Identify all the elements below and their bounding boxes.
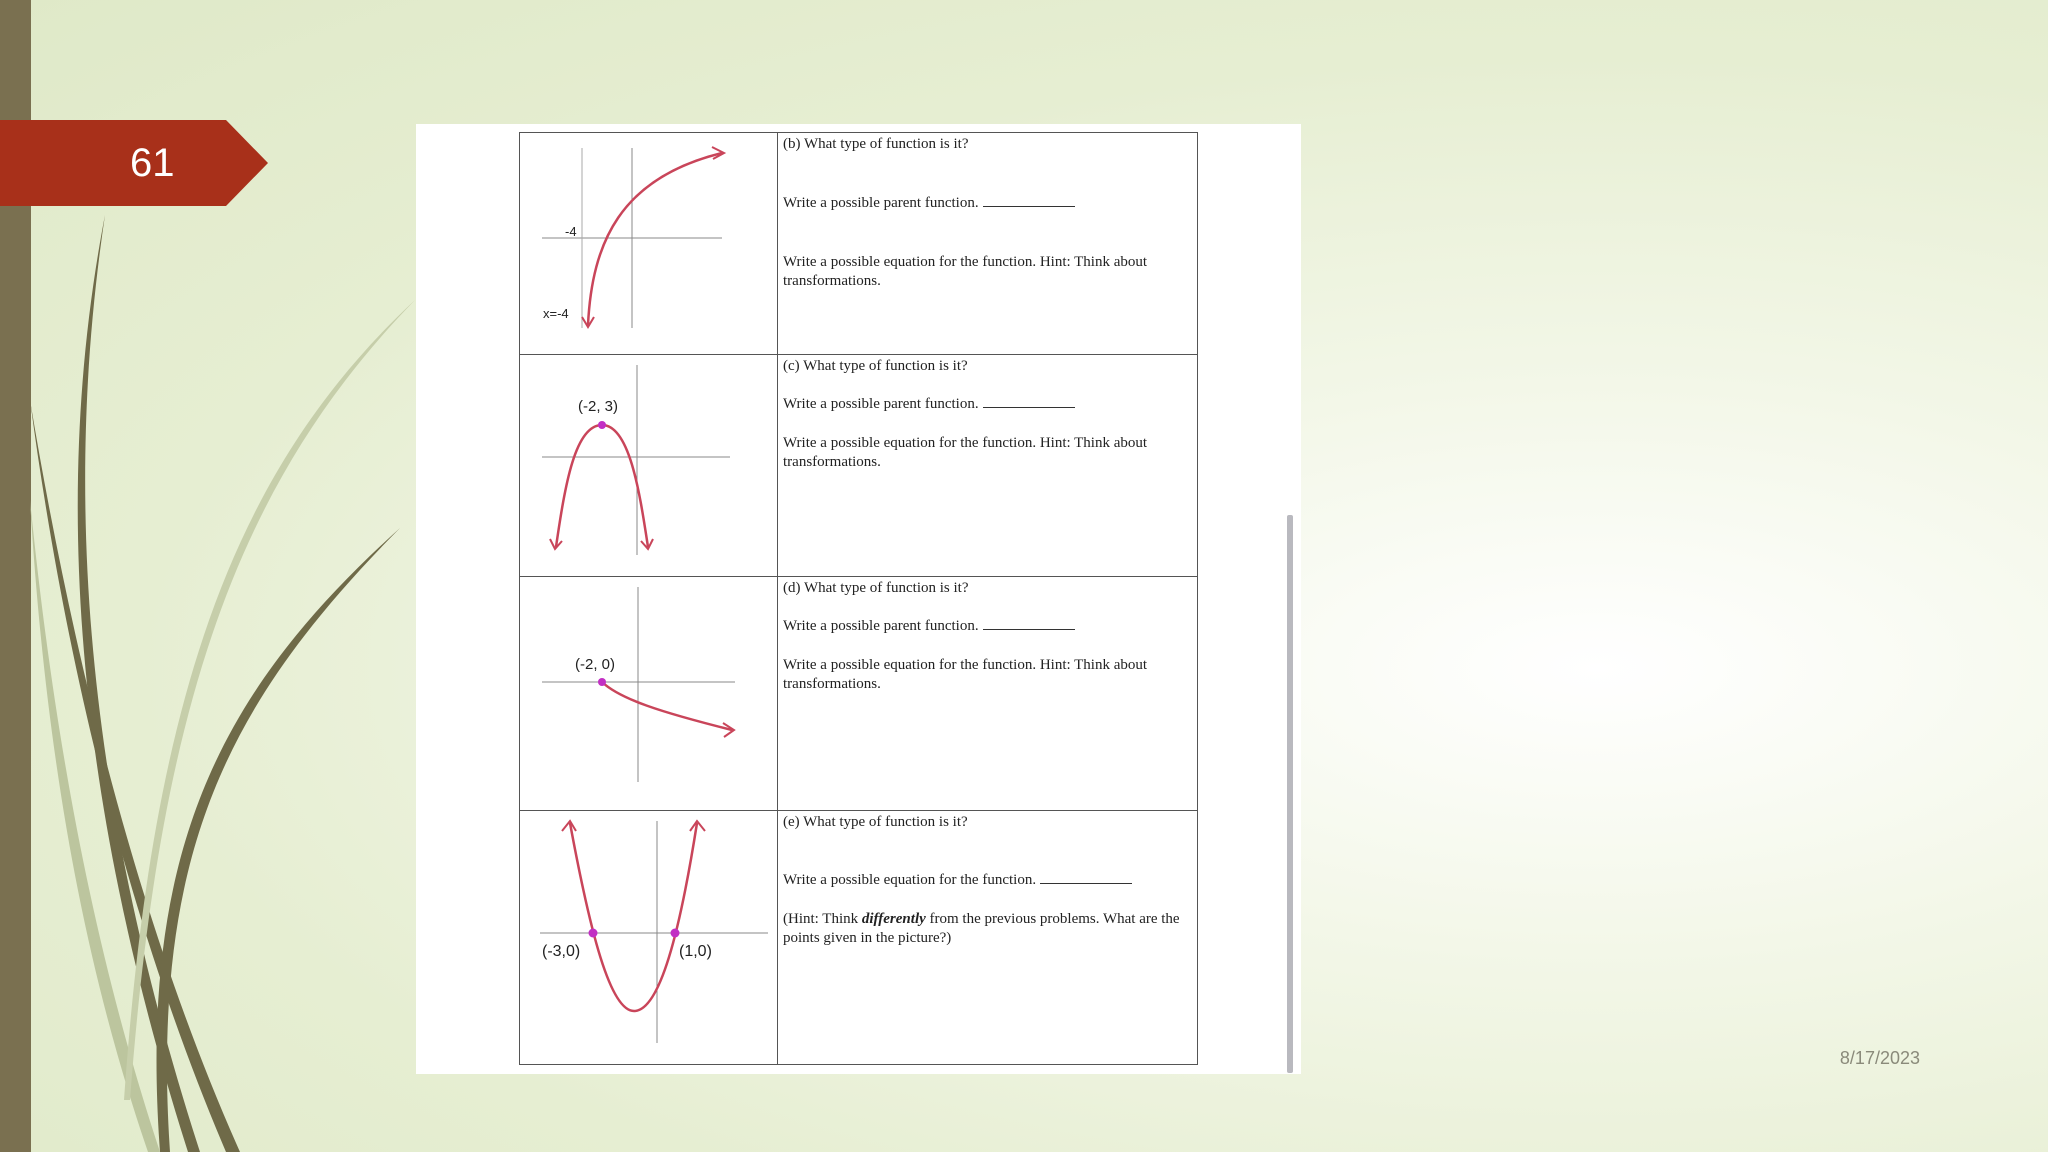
- table-row: [520, 577, 1197, 811]
- graph-upward-parabola: [520, 811, 778, 1064]
- start-point-label: (-2, 0): [575, 656, 616, 673]
- asymptote-label: x=-4: [543, 306, 569, 321]
- y-mark-label: -4: [565, 224, 577, 239]
- table-row: [520, 811, 1197, 1064]
- worksheet-image: [416, 124, 1301, 1074]
- type-question: (b) What type of function is it?: [783, 136, 969, 152]
- left-intercept-label: (-3,0): [542, 943, 581, 960]
- table-row: [520, 355, 1197, 577]
- hint-emphasis: differently: [861, 911, 926, 927]
- hint-prefix: (Hint: Think: [783, 911, 862, 927]
- slide-date: 8/17/2023: [1839, 1048, 1920, 1068]
- hint-text: [783, 910, 1187, 948]
- type-question: (c) What type of function is it?: [783, 358, 968, 374]
- equation-question: Write a possible equation for the function. Hint: Think about transformations.: [783, 254, 1148, 289]
- answer-blank: [983, 194, 1075, 207]
- graph-reflected-root: [520, 577, 778, 810]
- question-cell-c: [778, 355, 1197, 576]
- table-row: [520, 133, 1197, 355]
- right-intercept-label: (1,0): [679, 943, 712, 960]
- scrollbar[interactable]: [1287, 515, 1293, 1073]
- answer-blank: [983, 617, 1075, 630]
- answer-blank: [1040, 871, 1132, 884]
- hint-suffix: from the previous problems. What are the points given in the picture?): [783, 911, 1180, 946]
- vertex-label: (-2, 3): [578, 398, 619, 415]
- parent-question: Write a possible parent function.: [783, 195, 979, 211]
- question-cell-d: [778, 577, 1197, 810]
- equation-question: Write a possible equation for the function. Hint: Think about transformations.: [783, 657, 1148, 692]
- type-question: (d) What type of function is it?: [783, 580, 969, 596]
- question-cell-b: [778, 133, 1197, 354]
- equation-question: Write a possible equation for the function. Hint: Think about transformations.: [783, 435, 1148, 470]
- graph-downward-parabola: [520, 355, 778, 576]
- slide-number: 61: [130, 141, 175, 185]
- graph-log-function: [520, 133, 778, 354]
- parent-question: Write a possible parent function.: [783, 618, 979, 634]
- equation-question: Write a possible equation for the function.: [783, 872, 1037, 888]
- worksheet-table: [519, 132, 1198, 1065]
- answer-blank: [983, 395, 1075, 408]
- question-cell-e: [778, 811, 1197, 1064]
- parent-question: Write a possible parent function.: [783, 396, 979, 412]
- type-question: (e) What type of function is it?: [783, 814, 968, 830]
